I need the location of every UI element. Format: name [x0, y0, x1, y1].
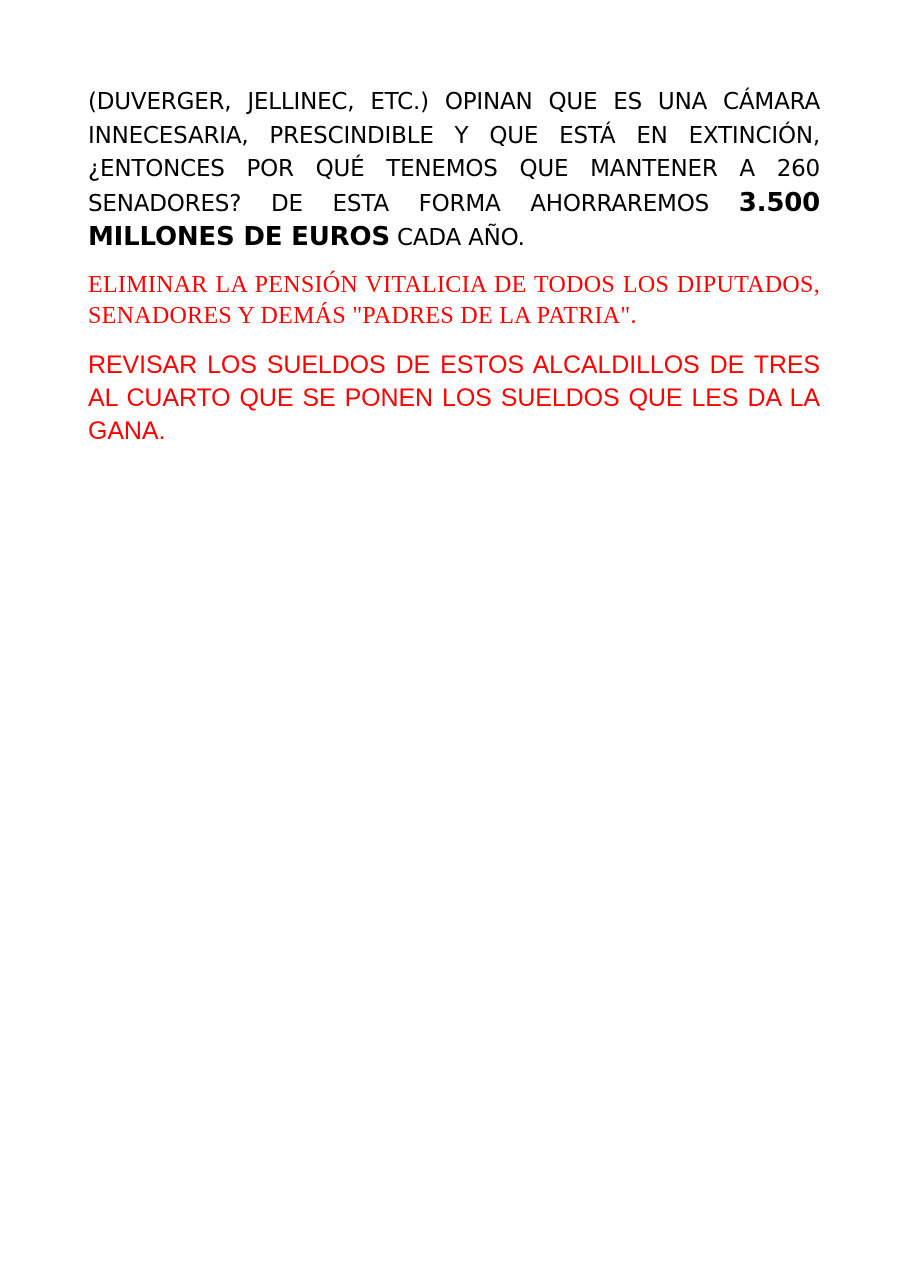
paragraph-senate-text-after: CADA AÑO. — [389, 225, 525, 251]
savings-amount: 3.500 MILLONES DE EUROS — [88, 187, 820, 252]
paragraph-senate-text-before: (DUVERGER, JELLINEC, ETC.) OPINAN QUE ES UNA CÁMARA INNECESARIA, PRESCINDIBLE Y QUE ESTÁ EN EXTINCIÓN, ¿ENTONCES POR QUÉ TENEMOS QUE MANTENER A 260 SENADORES? DE ESTA FORMA AHORRAREMOS — [88, 89, 820, 217]
document-page — [88, 86, 820, 448]
paragraph-salaries: REVISAR LOS SUELDOS DE ESTOS ALCALDILLOS DE TRES AL CUARTO QUE SE PONEN LOS SUELDOS QUE LES DA LA GANA. — [88, 350, 820, 445]
paragraph-pension: ELIMINAR LA PENSIÓN VITALICIA DE TODOS LOS DIPUTADOS, SENADORES Y DEMÁS "PADRES DE LA PATRIA". — [88, 271, 820, 329]
paragraph-senate-savings — [88, 86, 820, 256]
